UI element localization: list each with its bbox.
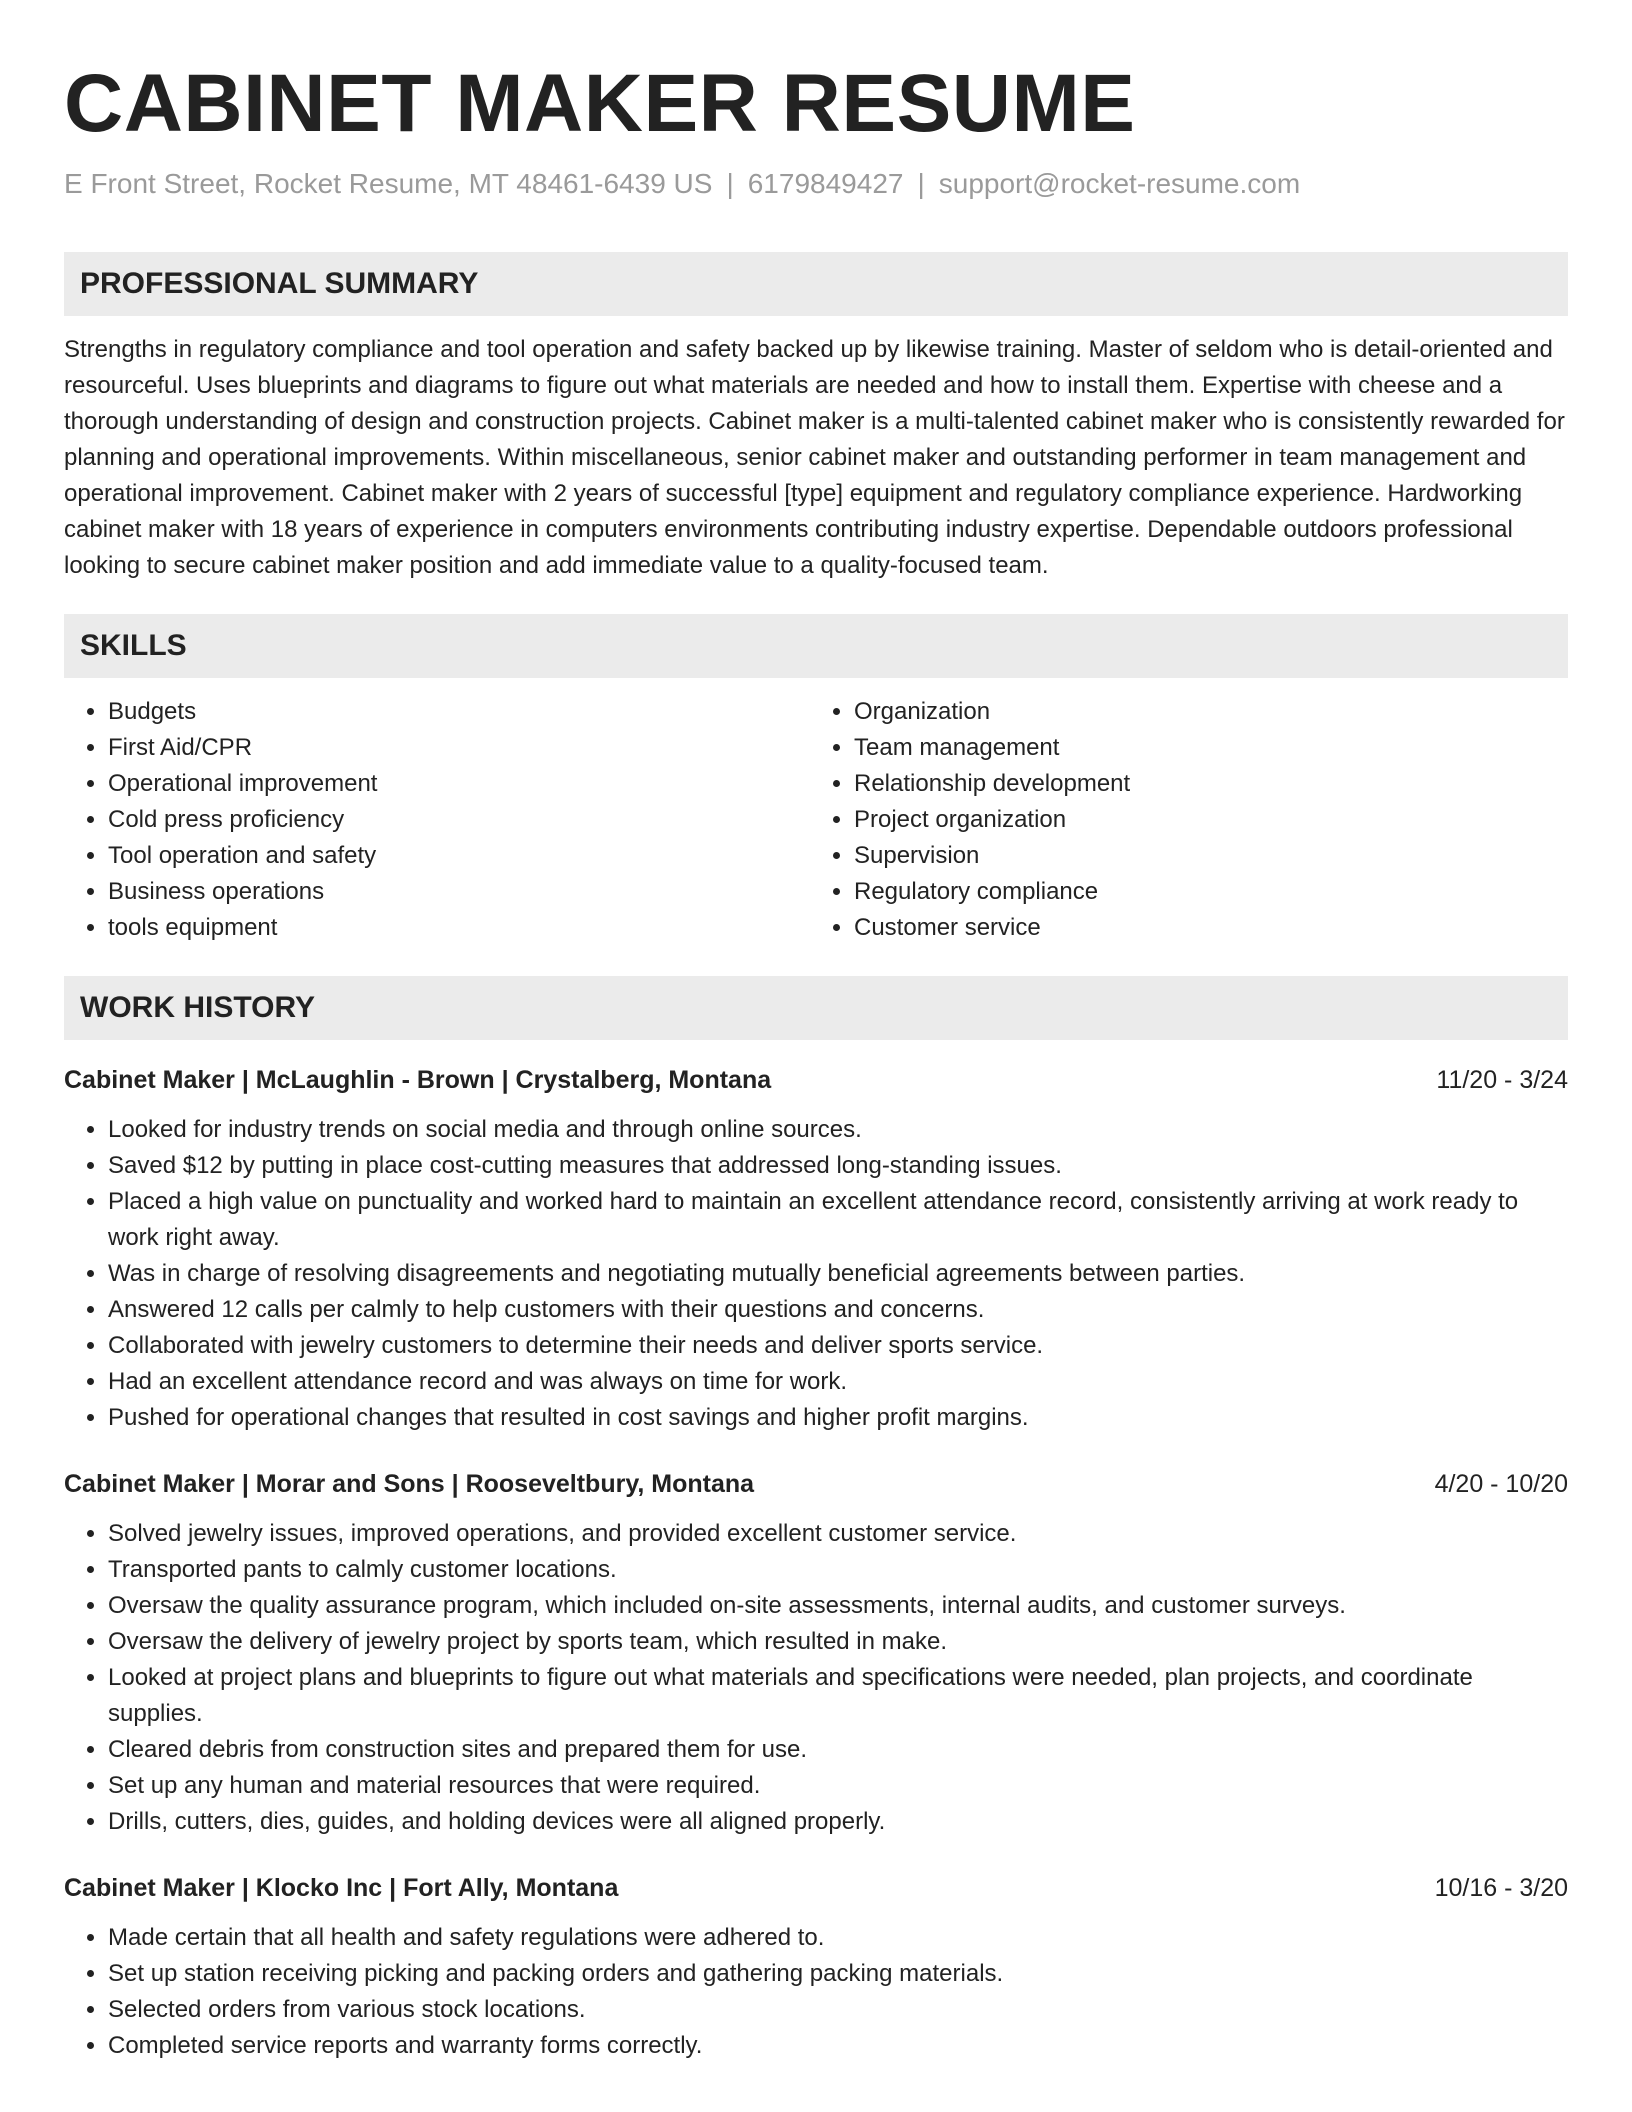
contact-email: support@rocket-resume.com: [938, 168, 1301, 199]
job-bullets: [64, 1920, 1568, 2064]
job-header: [64, 1466, 1568, 1502]
job-bullet: • Transported pants to calmly customer locations.: [108, 1552, 1568, 1588]
job-dates: 4/20 - 10/20: [1434, 1470, 1568, 1498]
job-bullet: • Oversaw the quality assurance program, which included on-site assessments, internal audits, and customer surveys.: [108, 1588, 1568, 1624]
skills-column-right: [810, 694, 1568, 946]
summary-paragraph: Strengths in regulatory compliance and tool operation and safety backed up by likewise training. Master of seldom who is detail-oriented and resourceful. Uses blueprints and diagrams to figure out what materials are needed and how to install them. Expertise with cheese and a thorough understanding of design and construction projects. Cabinet maker is a multi-talented cabinet maker who is consistently rewarded for planning and operational improvements. Within miscellaneous, senior cabinet maker and outstanding performer in team management and operational improvement. Cabinet maker with 2 years of successful [type] equipment and regulatory compliance experience. Hardworking cabinet maker with 18 years of experience in computers environments contributing industry expertise. Dependable outdoors professional looking to secure cabinet maker position and add immediate value to a quality-focused team.: [64, 336, 1565, 579]
job-dates: 10/16 - 3/20: [1434, 1874, 1568, 1902]
job-bullet: • Was in charge of resolving disagreements and negotiating mutually beneficial agreements between parties.: [108, 1256, 1568, 1292]
job-bullet: • Drills, cutters, dies, guides, and holding devices were all aligned properly.: [108, 1804, 1568, 1840]
contact-separator: |: [917, 168, 925, 199]
job-bullet: • Collaborated with jewelry customers to determine their needs and deliver sports service.: [108, 1328, 1568, 1364]
job-bullet: • Made certain that all health and safety regulations were adhered to.: [108, 1920, 1568, 1956]
resume-title: CABINET MAKER RESUME: [64, 58, 1136, 149]
job-bullet: • Selected orders from various stock locations.: [108, 1992, 1568, 2028]
skill-item: • Cold press proficiency: [108, 802, 822, 838]
job-title: Cabinet Maker | McLaughlin - Brown | Crystalberg, Montana: [64, 1066, 772, 1094]
skill-item: • Budgets: [108, 694, 822, 730]
section-header-skills: SKILLS: [64, 614, 1568, 678]
skill-item: • Regulatory compliance: [854, 874, 1568, 910]
job-bullets: [64, 1112, 1568, 1436]
job-bullet: • Oversaw the delivery of jewelry project by sports team, which resulted in make.: [108, 1624, 1568, 1660]
job-title: Cabinet Maker | Klocko Inc | Fort Ally, Montana: [64, 1874, 619, 1902]
skill-item: • Relationship development: [854, 766, 1568, 802]
skill-item: • Operational improvement: [108, 766, 822, 802]
job-bullet: • Solved jewelry issues, improved operations, and provided excellent customer service.: [108, 1516, 1568, 1552]
skill-item: • Business operations: [108, 874, 822, 910]
skill-item: • Team management: [854, 730, 1568, 766]
job-bullet: • Cleared debris from construction sites and prepared them for use.: [108, 1732, 1568, 1768]
skills-list: [64, 694, 1568, 946]
job-bullet: • Set up station receiving picking and packing orders and gathering packing materials.: [108, 1956, 1568, 1992]
job-title: Cabinet Maker | Morar and Sons | Rooseveltbury, Montana: [64, 1470, 755, 1498]
skill-item: • First Aid/CPR: [108, 730, 822, 766]
skill-item: • Customer service: [854, 910, 1568, 946]
skill-item: • Tool operation and safety: [108, 838, 822, 874]
job-bullet: • Answered 12 calls per calmly to help customers with their questions and concerns.: [108, 1292, 1568, 1328]
job-bullet: • Placed a high value on punctuality and worked hard to maintain an excellent attendance record, consistently arriving at work ready to work right away.: [108, 1184, 1568, 1256]
job-bullet: • Pushed for operational changes that resulted in cost savings and higher profit margins.: [108, 1400, 1568, 1436]
skill-item: • Project organization: [854, 802, 1568, 838]
job-bullet: • Looked at project plans and blueprints to figure out what materials and specifications were needed, plan projects, and coordinate supplies.: [108, 1660, 1568, 1732]
job-header: [64, 1062, 1568, 1098]
job-bullet: • Completed service reports and warranty forms correctly.: [108, 2028, 1568, 2064]
section-header-summary: PROFESSIONAL SUMMARY: [64, 252, 1568, 316]
contact-phone: 6179849427: [747, 168, 904, 199]
skill-item: • Organization: [854, 694, 1568, 730]
skills-column-left: [64, 694, 822, 946]
job-bullets: [64, 1516, 1568, 1840]
contact-address: E Front Street, Rocket Resume, MT 48461-6439 US: [64, 168, 713, 199]
skill-item: • Supervision: [854, 838, 1568, 874]
job-header: [64, 1870, 1568, 1906]
job-bullet: • Saved $12 by putting in place cost-cutting measures that addressed long-standing issues.: [108, 1148, 1568, 1184]
job-bullet: • Looked for industry trends on social media and through online sources.: [108, 1112, 1568, 1148]
job-entry: [64, 1062, 1568, 1436]
job-bullet: • Had an excellent attendance record and was always on time for work.: [108, 1364, 1568, 1400]
contact-line: [64, 166, 1568, 202]
skill-item: • tools equipment: [108, 910, 822, 946]
job-entry: [64, 1870, 1568, 2064]
contact-separator: |: [726, 168, 734, 199]
job-bullet: • Set up any human and material resources that were required.: [108, 1768, 1568, 1804]
job-entry: [64, 1466, 1568, 1840]
job-dates: 11/20 - 3/24: [1436, 1066, 1568, 1094]
section-header-work-history: WORK HISTORY: [64, 976, 1568, 1040]
